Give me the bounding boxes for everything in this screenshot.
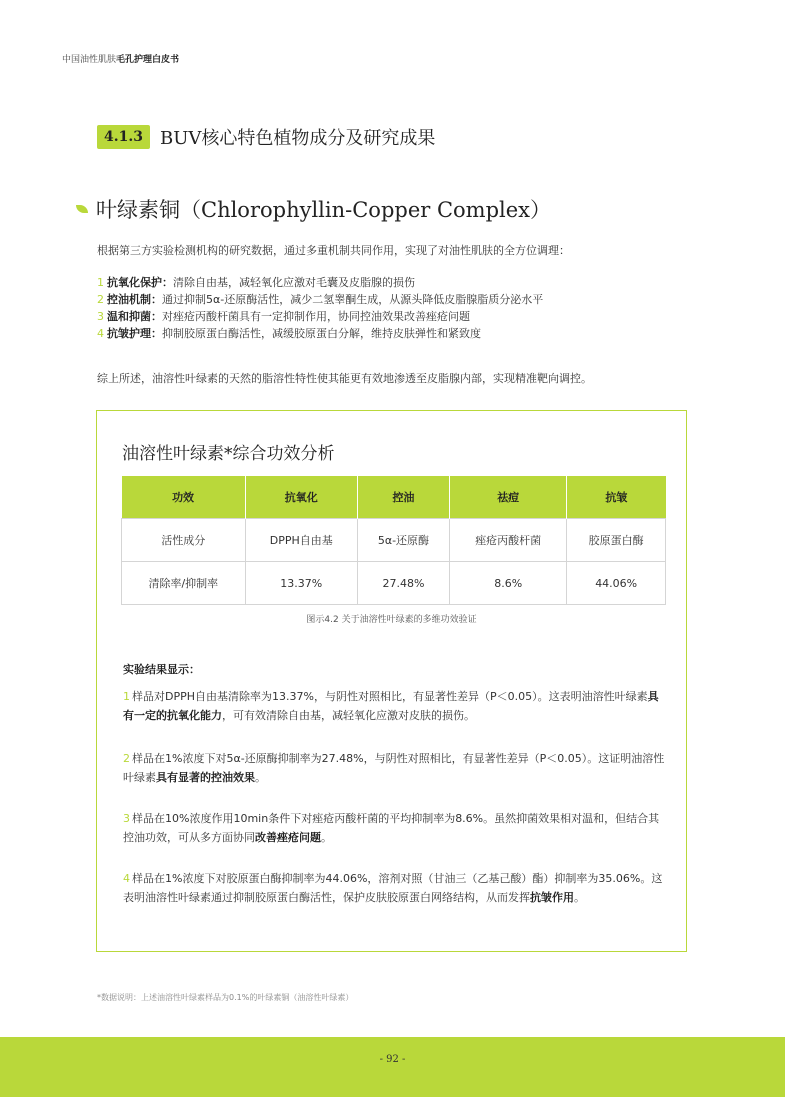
result-item: 2 样品在1%浓度下对5α-还原酶抑制率为27.48%，与阴性对照相比，有显著性差异（P＜0.05）。这证明油溶性叶绿素具有显著的控油效果。 bbox=[123, 752, 665, 784]
table-cell: 13.37% bbox=[245, 562, 357, 605]
table-cell: 活性成分 bbox=[122, 519, 246, 562]
efficacy-table bbox=[121, 476, 666, 605]
table-cell: 5α-还原酶 bbox=[357, 519, 449, 562]
footer-bar bbox=[0, 1037, 785, 1097]
table-header-cell: 祛痘 bbox=[450, 476, 567, 519]
benefits-list bbox=[97, 274, 543, 342]
section-heading bbox=[97, 124, 435, 150]
section-number-badge: 4.1.3 bbox=[97, 125, 150, 149]
result-item: 4 样品在1%浓度下对胶原蛋白酶抑制率为44.06%，溶剂对照（甘油三（乙基己酸）酯）抑制率为35.06%。这表明油溶性叶绿素通过抑制胶原蛋白酶活性，保护皮肤胶原蛋白网络结构，从而发挥抗皱作用。 bbox=[123, 872, 663, 904]
table-cell: 27.48% bbox=[357, 562, 449, 605]
summary-paragraph: 综上所述，油溶性叶绿素的天然的脂溶性特性使其能更有效地渗透至皮脂腺内部，实现精准靶向调控。 bbox=[97, 372, 592, 385]
table-row bbox=[122, 562, 666, 605]
result-item: 1 样品对DPPH自由基清除率为13.37%，与阴性对照相比，有显著性差异（P＜0.05）。这表明油溶性叶绿素具有一定的抗氧化能力，可有效清除自由基，减轻氧化应激对皮肤的损伤。 bbox=[123, 690, 659, 722]
figure-caption: 图示4.2 关于油溶性叶绿素的多维功效验证 bbox=[306, 615, 477, 625]
section-title: BUV核心特色植物成分及研究成果 bbox=[159, 128, 436, 149]
table-cell: 痤疮丙酸杆菌 bbox=[450, 519, 567, 562]
results-heading: 实验结果显示： bbox=[123, 663, 200, 676]
panel-title: 油溶性叶绿素*综合功效分析 bbox=[122, 444, 335, 464]
table-row bbox=[122, 519, 666, 562]
data-footnote: *数据说明：上述油溶性叶绿素样品为0.1%的叶绿素铜（油溶性叶绿素） bbox=[97, 993, 354, 1002]
benefit-item: 1 抗氧化保护：清除自由基，减轻氧化应激对毛囊及皮脂腺的损伤 bbox=[97, 276, 415, 289]
table-header-row bbox=[122, 476, 666, 519]
subsection-heading bbox=[76, 194, 551, 224]
benefit-item: 4 抗皱护理：抑制胶原蛋白酶活性，减缓胶原蛋白分解，维持皮肤弹性和紧致度 bbox=[97, 327, 481, 340]
leaf-icon bbox=[76, 205, 88, 213]
header-bold: 毛孔护理白皮书 bbox=[116, 55, 180, 65]
running-header bbox=[62, 52, 179, 65]
table-cell: 44.06% bbox=[567, 562, 666, 605]
table-header-cell: 抗皱 bbox=[567, 476, 666, 519]
table-cell: DPPH自由基 bbox=[245, 519, 357, 562]
page-number: - 92 - bbox=[379, 1054, 406, 1065]
efficacy-panel bbox=[96, 410, 687, 952]
benefit-item: 2 控油机制：通过抑制5α-还原酶活性，减少二氢睾酮生成，从源头降低皮脂腺脂质分泌水平 bbox=[97, 293, 544, 306]
table-header-cell: 抗氧化 bbox=[245, 476, 357, 519]
benefit-item: 3 温和抑菌：对痤疮丙酸杆菌具有一定抑制作用，协同控油效果改善痤疮问题 bbox=[97, 310, 470, 323]
intro-paragraph: 根据第三方实验检测机构的研究数据，通过多重机制共同作用，实现了对油性肌肤的全方位调理： bbox=[97, 244, 570, 257]
table-cell: 清除率/抑制率 bbox=[122, 562, 246, 605]
subsection-title: 叶绿素铜（Chlorophyllin-Copper Complex） bbox=[96, 198, 552, 222]
table-cell: 胶原蛋白酶 bbox=[567, 519, 666, 562]
table-header-cell: 控油 bbox=[357, 476, 449, 519]
table-header-cell: 功效 bbox=[122, 476, 246, 519]
result-item: 3 样品在10%浓度作用10min条件下对痤疮丙酸杆菌的平均抑制率为8.6%。虽然抑菌效果相对温和，但结合其控油功效，可从多方面协同改善痤疮问题。 bbox=[123, 812, 660, 844]
header-prefix: 中国油性肌肤 bbox=[62, 55, 117, 65]
table-cell: 8.6% bbox=[450, 562, 567, 605]
